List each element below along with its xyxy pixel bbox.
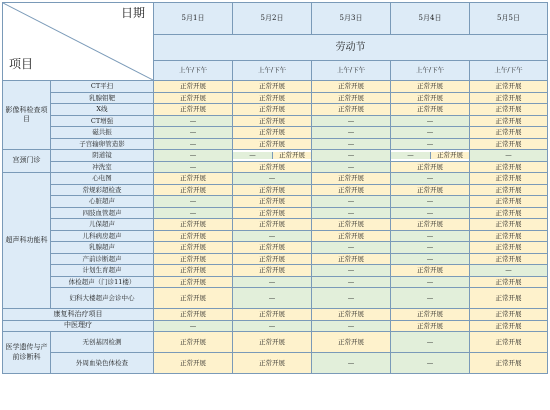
- status-open: 正常开展: [312, 92, 391, 104]
- status-closed: —: [391, 196, 470, 208]
- category-label: 超声科功能科: [3, 173, 51, 309]
- status-open: 正常开展: [233, 253, 312, 265]
- status-open: 正常开展: [154, 332, 233, 353]
- status-open: 正常开展: [470, 253, 548, 265]
- status-open: 正常开展: [233, 309, 312, 321]
- status-open: 正常开展: [312, 219, 391, 231]
- status-open: 正常开展: [391, 92, 470, 104]
- status-closed: —: [154, 196, 233, 208]
- status-open: 正常开展: [272, 152, 311, 159]
- status-closed: —: [391, 253, 470, 265]
- table-row: [3, 184, 548, 196]
- date-header: 5月5日: [470, 3, 548, 35]
- status-open: 正常开展: [154, 219, 233, 231]
- status-open: 正常开展: [470, 127, 548, 139]
- status-closed: —: [391, 127, 470, 139]
- status-open: 正常开展: [233, 115, 312, 127]
- status-open: 正常开展: [154, 104, 233, 116]
- status-closed: —: [312, 138, 391, 150]
- table-row: [3, 353, 548, 374]
- status-closed: —: [233, 288, 312, 309]
- status-cell-split: [233, 150, 312, 162]
- date-header: 5月2日: [233, 3, 312, 35]
- status-open: 正常开展: [470, 353, 548, 374]
- status-open: 正常开展: [233, 196, 312, 208]
- status-closed: —: [391, 242, 470, 254]
- holiday-banner: 劳动节: [154, 35, 548, 61]
- status-open: 正常开展: [154, 230, 233, 242]
- status-open: 正常开展: [312, 332, 391, 353]
- ampm-header: 上午/下午: [391, 61, 470, 81]
- item-label: 儿保超声: [51, 219, 154, 231]
- status-closed: —: [312, 353, 391, 374]
- status-open: 正常开展: [470, 115, 548, 127]
- status-closed: —: [312, 127, 391, 139]
- status-open: 正常开展: [233, 265, 312, 277]
- status-open: 正常开展: [233, 138, 312, 150]
- status-closed: —: [154, 138, 233, 150]
- status-open: 正常开展: [470, 161, 548, 173]
- status-open: 正常开展: [391, 161, 470, 173]
- status-closed: —: [312, 150, 391, 162]
- status-open: 正常开展: [154, 288, 233, 309]
- table-row: [3, 127, 548, 139]
- status-open: 正常开展: [470, 332, 548, 353]
- status-open: 正常开展: [233, 161, 312, 173]
- status-closed: —: [233, 320, 312, 332]
- status-open: 正常开展: [391, 81, 470, 93]
- status-open: 正常开展: [470, 276, 548, 288]
- status-open: 正常开展: [470, 104, 548, 116]
- status-open: 正常开展: [233, 127, 312, 139]
- status-closed: —: [391, 288, 470, 309]
- status-closed: —: [391, 138, 470, 150]
- status-closed: —: [312, 242, 391, 254]
- date-header: 5月1日: [154, 3, 233, 35]
- status-open: 正常开展: [430, 152, 469, 159]
- status-closed: —: [391, 332, 470, 353]
- table-row: [3, 196, 548, 208]
- status-open: 正常开展: [154, 184, 233, 196]
- status-closed: —: [233, 152, 272, 159]
- status-open: 正常开展: [470, 230, 548, 242]
- item-label: 产前诊断超声: [51, 253, 154, 265]
- status-open: 正常开展: [154, 92, 233, 104]
- status-closed: —: [312, 320, 391, 332]
- item-label: CT平扫: [51, 81, 154, 93]
- status-open: 正常开展: [154, 276, 233, 288]
- table-row: [3, 265, 548, 277]
- category-label: 康复科治疗项目: [3, 309, 154, 321]
- status-open: 正常开展: [312, 184, 391, 196]
- status-closed: —: [233, 230, 312, 242]
- item-label: 冲洗室: [51, 161, 154, 173]
- table-row: [3, 115, 548, 127]
- status-open: 正常开展: [154, 265, 233, 277]
- status-open: 正常开展: [312, 309, 391, 321]
- status-closed: —: [312, 161, 391, 173]
- date-header: 5月4日: [391, 3, 470, 35]
- status-closed: —: [391, 152, 430, 159]
- status-open: 正常开展: [391, 265, 470, 277]
- item-label: 阴道镜: [51, 150, 154, 162]
- item-label: 妇科大楼超声会诊中心: [51, 288, 154, 309]
- status-open: 正常开展: [470, 173, 548, 185]
- status-open: 正常开展: [470, 288, 548, 309]
- status-open: 正常开展: [154, 242, 233, 254]
- schedule-sheet: [2, 2, 548, 374]
- status-open: 正常开展: [470, 309, 548, 321]
- item-label: CT增强: [51, 115, 154, 127]
- status-closed: —: [312, 207, 391, 219]
- table-row: [3, 242, 548, 254]
- item-label: 乳腺钼靶: [51, 92, 154, 104]
- status-open: 正常开展: [233, 104, 312, 116]
- status-closed: —: [154, 150, 233, 162]
- status-open: 正常开展: [233, 332, 312, 353]
- status-closed: —: [312, 265, 391, 277]
- status-closed: —: [312, 196, 391, 208]
- status-closed: —: [312, 288, 391, 309]
- category-label: 中医理疗: [3, 320, 154, 332]
- status-closed: —: [312, 276, 391, 288]
- status-open: 正常开展: [233, 219, 312, 231]
- table-row: [3, 104, 548, 116]
- status-closed: —: [470, 265, 548, 277]
- table-row: [3, 276, 548, 288]
- status-open: 正常开展: [391, 320, 470, 332]
- status-open: 正常开展: [233, 81, 312, 93]
- ampm-header: 上午/下午: [312, 61, 391, 81]
- item-label: 磁共振: [51, 127, 154, 139]
- table-row: [3, 92, 548, 104]
- status-open: 正常开展: [233, 92, 312, 104]
- table-row: [3, 219, 548, 231]
- status-closed: —: [391, 276, 470, 288]
- status-open: 正常开展: [312, 230, 391, 242]
- status-open: 正常开展: [154, 253, 233, 265]
- status-open: 正常开展: [154, 309, 233, 321]
- schedule-table: [2, 2, 548, 374]
- item-label: 心脏超声: [51, 196, 154, 208]
- table-row: [3, 207, 548, 219]
- category-label: 宫颈门诊: [3, 150, 51, 173]
- status-open: 正常开展: [233, 207, 312, 219]
- ampm-header: 上午/下午: [470, 61, 548, 81]
- item-label: 无创基因检测: [51, 332, 154, 353]
- status-open: 正常开展: [312, 253, 391, 265]
- status-open: 正常开展: [154, 353, 233, 374]
- item-label: X线: [51, 104, 154, 116]
- status-closed: —: [233, 276, 312, 288]
- ampm-header: 上午/下午: [154, 61, 233, 81]
- status-open: 正常开展: [312, 104, 391, 116]
- date-header: 5月3日: [312, 3, 391, 35]
- status-closed: —: [154, 161, 233, 173]
- item-label: 乳腺超声: [51, 242, 154, 254]
- item-label: 心电图: [51, 173, 154, 185]
- date-header-label: 日期: [120, 6, 145, 20]
- status-open: 正常开展: [470, 92, 548, 104]
- table-row: [3, 309, 548, 321]
- status-open: 正常开展: [233, 353, 312, 374]
- table-row: [3, 332, 548, 353]
- status-closed: —: [391, 353, 470, 374]
- status-open: 正常开展: [154, 173, 233, 185]
- status-closed: —: [312, 115, 391, 127]
- status-closed: —: [233, 173, 312, 185]
- status-open: 正常开展: [233, 242, 312, 254]
- table-row: [3, 173, 548, 185]
- status-closed: —: [391, 173, 470, 185]
- item-label: 子宫输卵管造影: [51, 138, 154, 150]
- status-closed: —: [154, 115, 233, 127]
- item-label: 四肢血管超声: [51, 207, 154, 219]
- status-open: 正常开展: [233, 184, 312, 196]
- header-corner: [3, 3, 154, 81]
- status-closed: —: [154, 127, 233, 139]
- status-open: 正常开展: [391, 104, 470, 116]
- status-open: 正常开展: [391, 184, 470, 196]
- table-row: [3, 150, 548, 162]
- status-open: 正常开展: [470, 81, 548, 93]
- ampm-header: 上午/下午: [233, 61, 312, 81]
- item-label: 常规彩超检查: [51, 184, 154, 196]
- status-open: 正常开展: [470, 219, 548, 231]
- status-open: 正常开展: [470, 242, 548, 254]
- category-label: 医学遗传与产前诊断科: [3, 332, 51, 374]
- status-open: 正常开展: [312, 173, 391, 185]
- item-label: 体检超声（门诊11楼）: [51, 276, 154, 288]
- status-open: 正常开展: [154, 81, 233, 93]
- table-row: [3, 320, 548, 332]
- item-label: 外周血染色体检查: [51, 353, 154, 374]
- item-header-label: 项目: [9, 57, 34, 71]
- table-row: [3, 81, 548, 93]
- status-open: 正常开展: [391, 309, 470, 321]
- category-label: 影像科检查项目: [3, 81, 51, 150]
- status-cell-split: [391, 150, 470, 162]
- status-closed: —: [154, 320, 233, 332]
- status-closed: —: [154, 207, 233, 219]
- status-closed: —: [391, 207, 470, 219]
- status-closed: —: [470, 150, 548, 162]
- status-closed: —: [391, 230, 470, 242]
- status-open: 正常开展: [470, 196, 548, 208]
- table-row: [3, 161, 548, 173]
- table-row: [3, 138, 548, 150]
- item-label: 儿科病房超声: [51, 230, 154, 242]
- status-open: 正常开展: [470, 207, 548, 219]
- table-row: [3, 288, 548, 309]
- table-row: [3, 253, 548, 265]
- status-open: 正常开展: [470, 184, 548, 196]
- table-row: [3, 230, 548, 242]
- item-label: 计划生育超声: [51, 265, 154, 277]
- status-open: 正常开展: [312, 81, 391, 93]
- status-open: 正常开展: [470, 320, 548, 332]
- status-open: 正常开展: [391, 219, 470, 231]
- status-closed: —: [391, 115, 470, 127]
- status-open: 正常开展: [470, 138, 548, 150]
